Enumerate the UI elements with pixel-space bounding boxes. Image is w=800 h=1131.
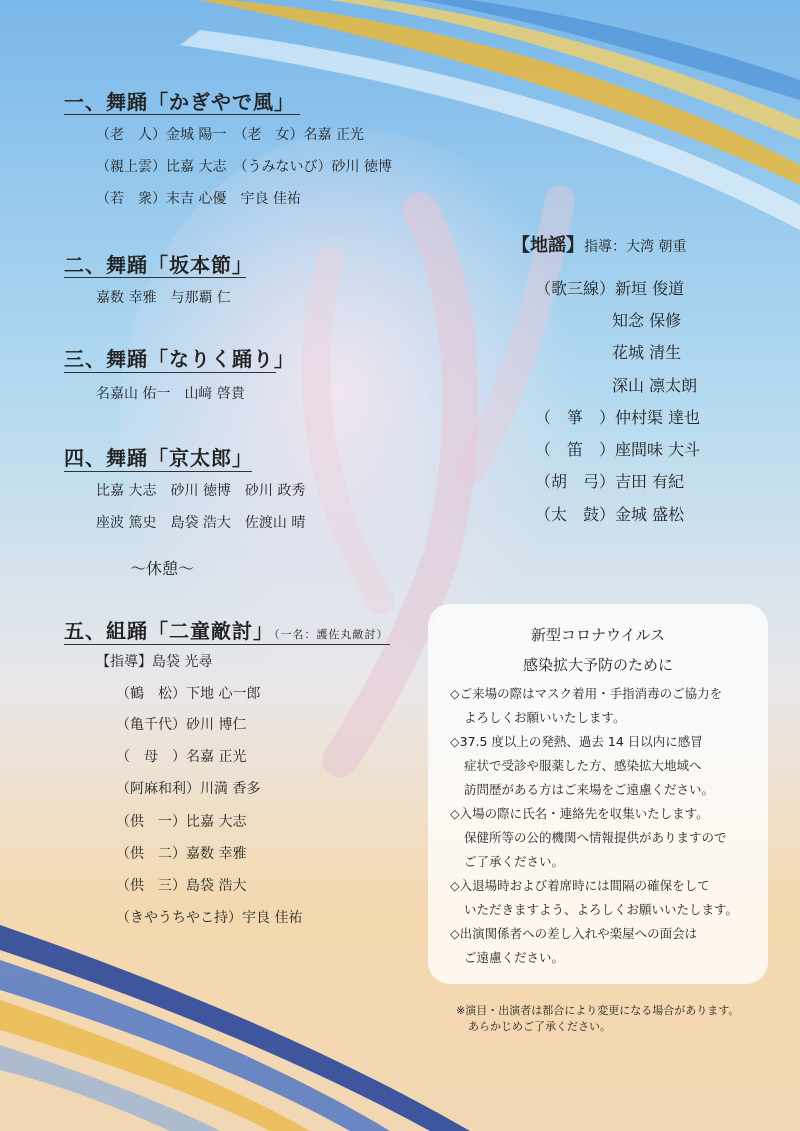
- program-5-cast-4: （阿麻和利）川満 香多: [116, 781, 261, 797]
- notice-line-7: 保健所等の公的機関へ情報提供がありますので: [464, 830, 727, 845]
- notice-line-5: 訪問歴がある方はご来場をご遠慮ください。: [464, 782, 715, 797]
- program-5-cast-6: （供 二）嘉数 幸雅: [116, 846, 247, 862]
- program-4-heading: 四、舞踊「京太郎」: [64, 446, 253, 470]
- program-4-underline: [64, 471, 252, 472]
- jiutai-member-2: 知念 保修: [612, 311, 682, 330]
- program-5-cast-8: （きやうちやこ持）宇良 佳祐: [116, 910, 303, 926]
- jiutai-member-7: （胡 弓）吉田 有紀: [535, 472, 685, 491]
- program-2-heading: 二、舞踊「坂本節」: [64, 253, 253, 277]
- program-5-cast-3: （ 母 ）名嘉 正光: [116, 749, 247, 765]
- jiutai-heading: 【地謡】: [512, 235, 584, 256]
- program-1-heading: 一、舞踊「かぎやで風」: [64, 90, 295, 114]
- program-5-heading: [64, 615, 389, 644]
- jiutai-member-3: 花城 清生: [612, 343, 682, 362]
- jiutai-member-5: （ 箏 ）仲村渠 達也: [535, 408, 701, 427]
- jiutai-member-1: （歌三線）新垣 俊道: [535, 279, 685, 298]
- program-1-cast-line-1: （老 人）金城 陽一 （老 女）名嘉 正光: [96, 127, 364, 143]
- notice-line-8: ご了承ください。: [464, 854, 565, 869]
- jiutai-member-4: 深山 凛太朗: [612, 376, 698, 395]
- jiutai-member-8: （太 鼓）金城 盛松: [535, 505, 685, 524]
- program-2-underline: [64, 277, 246, 278]
- notice-title-line-1: 新型コロナウイルス: [530, 626, 666, 644]
- program-1-underline: [64, 114, 300, 115]
- notice-line-12: ご遠慮ください。: [464, 950, 565, 965]
- notice-line-1: ◇ご来場の際はマスク着用・手指消毒のご協力を: [450, 686, 723, 701]
- notice-line-11: ◇出演関係者への差し入れや楽屋への面会は: [450, 926, 698, 941]
- notice-line-3: ◇37.5 度以上の発熱、過去 14 日以内に感冒: [450, 734, 703, 749]
- program-5-cast-1: （鶴 松）下地 心一郎: [116, 686, 261, 702]
- program-4-cast-line-2: 座波 篤史 島袋 浩大 佐渡山 晴: [96, 515, 306, 531]
- program-3-heading: 三、舞踊「なりく踊り」: [64, 347, 295, 371]
- jiutai-director: 指導：大湾 朝重: [584, 239, 687, 255]
- notice-line-6: ◇入場の際に氏名・連絡先を収集いたします。: [450, 806, 709, 821]
- notice-title-line-2: 感染拡大予防のために: [522, 656, 673, 674]
- program-1-cast-line-2: （親上雲）比嘉 大志 （うみないび）砂川 徳博: [96, 159, 392, 175]
- program-5-director: 【指導】島袋 光尋: [96, 654, 213, 670]
- program-5-cast-5: （供 一）比嘉 大志: [116, 814, 247, 830]
- program-5-cast-2: （亀千代）砂川 博仁: [116, 717, 247, 733]
- footnote-line-1: ※演目・出演者は都合により変更になる場合があります。: [456, 1004, 740, 1017]
- intermission-label: ～休憩～: [130, 559, 195, 578]
- program-5-title: 五、組踊「二童敵討」: [64, 619, 274, 643]
- notice-line-4: 症状で受診や服薬した方、感染拡大地域へ: [464, 758, 702, 773]
- covid-notice-box: [428, 604, 768, 984]
- program-3-underline: [64, 372, 276, 373]
- footnote-line-2: あらかじめご了承ください。: [468, 1020, 611, 1033]
- program-4-cast-line-1: 比嘉 大志 砂川 徳博 砂川 政秀: [96, 483, 306, 499]
- program-1-cast-line-3: （若 衆）末吉 心優 宇良 佳祐: [96, 191, 301, 207]
- program-5-underline: [64, 644, 390, 645]
- notice-line-10: いただきますよう、よろしくお願いいたします。: [464, 902, 739, 917]
- jiutai-member-6: （ 笛 ）座間味 大斗: [535, 440, 701, 459]
- notice-line-2: よろしくお願いいたします。: [464, 710, 626, 725]
- jiutai-header: [512, 231, 686, 257]
- program-3-cast-line-1: 名嘉山 佑一 山﨑 啓貴: [96, 386, 245, 402]
- program-5-subtitle: （一名：護佐丸敵討）: [274, 628, 389, 641]
- notice-line-9: ◇入退場時および着席時には間隔の確保をして: [450, 878, 710, 893]
- program-2-cast-line-1: 嘉数 幸雅 与那覇 仁: [96, 290, 231, 306]
- program-5-cast-7: （供 三）島袋 浩大: [116, 878, 247, 894]
